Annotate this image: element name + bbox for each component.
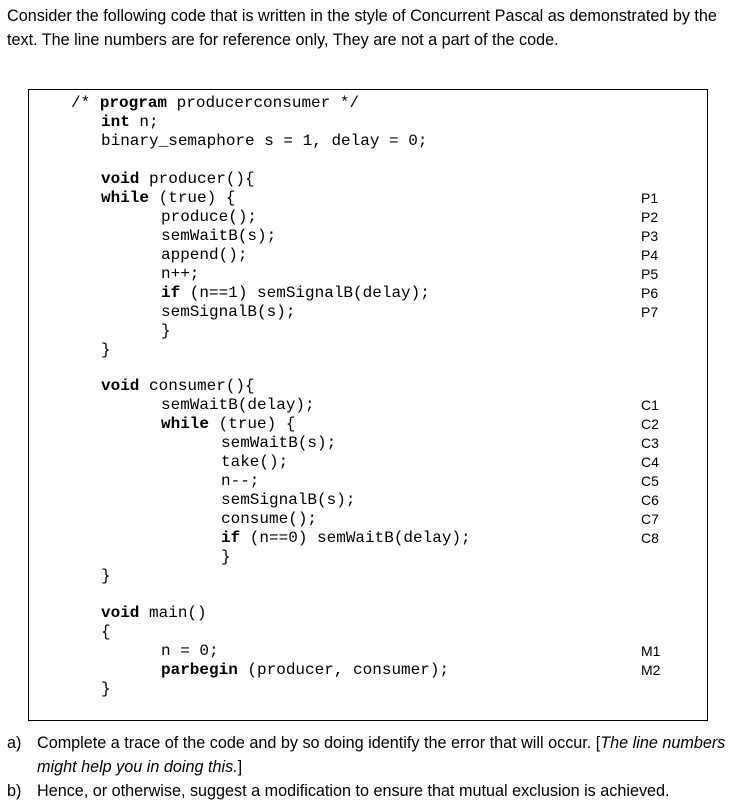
- code-line-produce: produce();: [161, 208, 258, 226]
- code-line-take: take();: [221, 453, 289, 471]
- code-line-semwait-delay-initial: semWaitB(delay);: [161, 396, 315, 414]
- code-line-semsignal-s-consumer: semSignalB(s);: [221, 491, 356, 509]
- question-a-note: The line numbers might help you in doing this.: [37, 734, 726, 776]
- code-line-main-close: }: [101, 680, 111, 698]
- code-line-main-open: {: [101, 623, 111, 641]
- code-line-consumer-close: }: [101, 567, 111, 585]
- line-number-c1: C1: [641, 397, 659, 413]
- code-line-producer-while: while (true) {: [101, 189, 236, 207]
- code-line-n-increment: n++;: [161, 265, 200, 283]
- line-number-p5: P5: [641, 266, 659, 282]
- code-line-n-decrement: n--;: [221, 472, 260, 490]
- code-line-if-n-0: if (n==0) semWaitB(delay);: [221, 529, 471, 547]
- line-number-c4: C4: [641, 454, 659, 470]
- line-number-p1: P1: [641, 190, 659, 206]
- code-line-main-sig: void main(): [101, 604, 207, 622]
- line-number-p7: P7: [641, 304, 659, 320]
- code-line-consumer-while: while (true) {: [161, 415, 296, 433]
- code-line-semwait-s-consumer: semWaitB(s);: [221, 434, 337, 452]
- line-number-c2: C2: [641, 416, 659, 432]
- code-line-n-assign: n = 0;: [161, 642, 219, 660]
- line-number-c8: C8: [641, 530, 659, 546]
- code-line-producer-while-close: }: [161, 322, 171, 340]
- code-line-program: /* program producerconsumer */: [71, 94, 360, 112]
- code-line-semaphores: binary_semaphore s = 1, delay = 0;: [101, 132, 428, 150]
- line-number-m1: M1: [641, 643, 661, 659]
- code-line-semsignal-s-producer: semSignalB(s);: [161, 303, 296, 321]
- line-number-p4: P4: [641, 247, 659, 263]
- line-number-c7: C7: [641, 511, 659, 527]
- code-line-parbegin: parbegin (producer, consumer);: [161, 661, 450, 679]
- line-number-p3: P3: [641, 228, 659, 244]
- line-number-c5: C5: [641, 473, 659, 489]
- line-number-c6: C6: [641, 492, 659, 508]
- code-line-producer-close: }: [101, 341, 111, 359]
- line-number-p2: P2: [641, 209, 659, 225]
- line-number-c3: C3: [641, 435, 659, 451]
- code-line-append: append();: [161, 246, 248, 264]
- code-line-consume: consume();: [221, 510, 318, 528]
- line-number-p6: P6: [641, 285, 659, 301]
- question-b-label: b): [7, 782, 22, 800]
- line-number-m2: M2: [641, 662, 661, 678]
- question-intro: Consider the following code that is written in the style of Concurrent Pascal as demonstrated by the text. The line numbers are for reference only, They are not a part of the code.: [7, 7, 717, 49]
- question-a-text: Complete a trace of the code and by so doing identify the error that will occur. [The line numbers might help you in doing this.]: [37, 734, 726, 776]
- code-line-int: int n;: [101, 113, 159, 131]
- question-b-text: Hence, or otherwise, suggest a modification to ensure that mutual exclusion is achieved.: [37, 782, 670, 800]
- code-listing: [28, 89, 708, 721]
- code-line-producer-sig: void producer(){: [101, 170, 255, 188]
- code-line-if-n-1: if (n==1) semSignalB(delay);: [161, 284, 430, 302]
- code-line-consumer-while-close: }: [221, 548, 231, 566]
- code-line-semwait-s-producer: semWaitB(s);: [161, 227, 277, 245]
- code-line-consumer-sig: void consumer(){: [101, 377, 255, 395]
- question-a-label: a): [7, 734, 22, 752]
